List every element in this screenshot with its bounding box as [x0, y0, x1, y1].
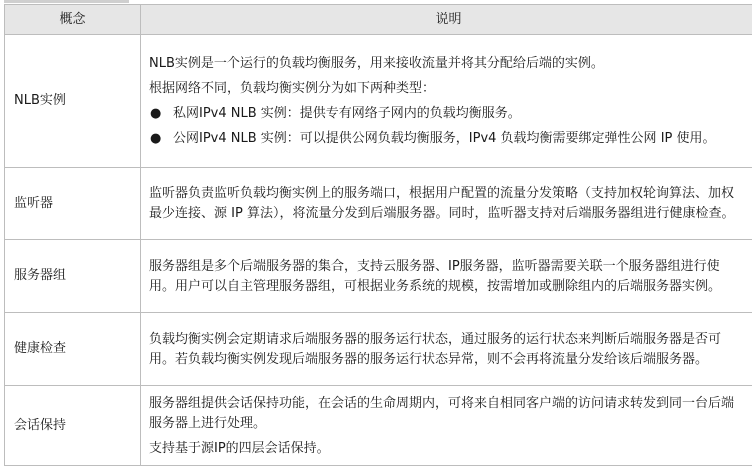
table-row: [5, 386, 752, 466]
description-paragraph: 负载均衡实例会定期请求后端服务器的服务运行状态，通过服务的运行状态来判断后端服务器是否可用。若负载均衡实例发现后端服务器的服务运行状态异常，则不会再将流量分发给该后端服务器。: [149, 331, 722, 367]
table-header-row: [5, 5, 752, 35]
type-list: [149, 104, 744, 149]
table-row: [5, 313, 752, 386]
top-accent-bar: [4, 0, 129, 3]
concept-cell: 服务器组: [5, 240, 141, 313]
concept-cell: 监听器: [5, 168, 141, 240]
bullet-icon: ●: [150, 131, 162, 146]
description-paragraph: NLB实例是一个运行的负载均衡服务，用来接收流量并将其分配给后端的实例。: [149, 56, 604, 71]
table-row: [5, 35, 752, 168]
concept-cell: 健康检查: [5, 313, 141, 386]
description-cell: [141, 313, 752, 386]
header-concept: 概念: [5, 5, 141, 35]
table-row: [5, 168, 752, 240]
table-row: [5, 240, 752, 313]
description-paragraph: 支持基于源IP的四层会话保持。: [149, 440, 330, 456]
header-description: 说明: [141, 5, 752, 35]
list-item-text: 公网IPv4 NLB 实例：可以提供公网负载均衡服务，IPv4 负载均衡需要绑定弹性公网 IP 使用。: [173, 131, 716, 146]
description-cell: [141, 240, 752, 313]
list-item: [149, 104, 744, 124]
concept-table: [4, 4, 752, 466]
concept-cell: NLB实例: [5, 35, 141, 168]
description-paragraph: 根据网络不同，负载均衡实例分为如下两种类型：: [149, 81, 436, 96]
description-paragraph: 服务器组是多个后端服务器的集合，支持云服务器、IP服务器，监听器需要关联一个服务器组进行使用。用户可以自主管理服务器组，可根据业务系统的规模，按需增加或删除组内的后端服务器实例。: [149, 258, 722, 294]
description-cell: [141, 168, 752, 240]
description-cell: [141, 35, 752, 168]
concept-cell: 会话保持: [5, 386, 141, 466]
description-cell: [141, 386, 752, 466]
list-item: [149, 129, 744, 149]
list-item-text: 私网IPv4 NLB 实例：提供专有网络子网内的负载均衡服务。: [173, 106, 521, 121]
description-paragraph: 监听器负责监听负载均衡实例上的服务端口，根据用户配置的流量分发策略（支持加权轮询算法、加权最少连接、源 IP 算法），将流量分发到后端服务器。同时，监听器支持对后端服务器组进行健康检查。: [149, 186, 735, 221]
bullet-icon: ●: [150, 106, 162, 121]
description-paragraph: 服务器组提供会话保持功能，在会话的生命周期内，可将来自相同客户端的访问请求转发到同一台后端服务器上进行处理。: [149, 395, 735, 431]
